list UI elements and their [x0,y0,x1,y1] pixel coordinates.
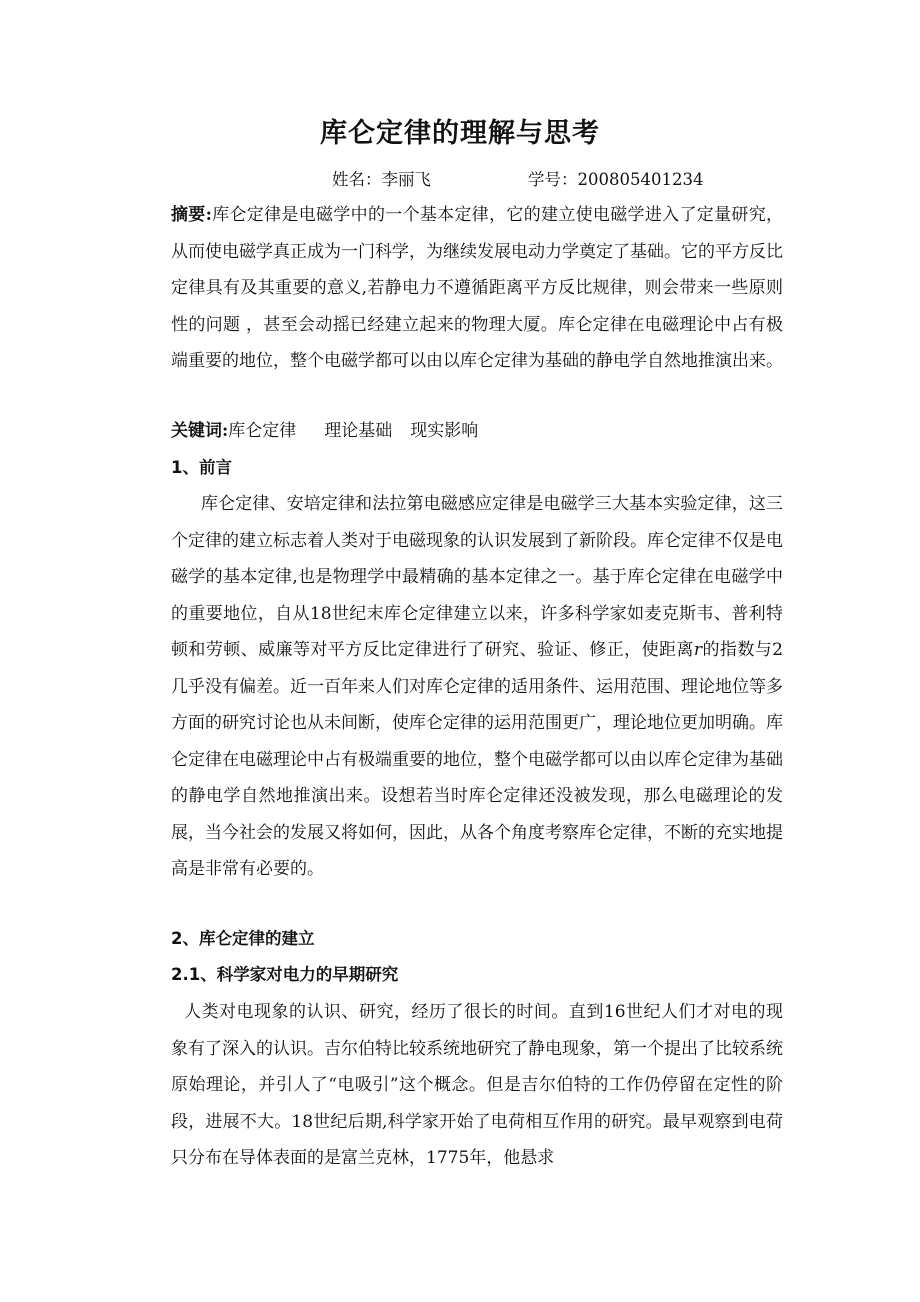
section-2-1-paragraph: 人类对电现象的认识、研究，经历了很长的时间。直到16世纪人们才对电的现象有了深入的认识。吉尔伯特比较系统地研究了静电现象，第一个提出了比较系统原始理论，并引人了“电吸引”这个概念。但是吉尔伯特的工作仍停留在定性的阶段，进展不大。18世纪后期,科学家开始了电荷相互作用的研究。最早观察到电荷只分布在导体表面的是富兰克林，1775年，他悬求 [171,1002,783,1168]
author-name: 李丽飞 [381,170,431,189]
keyword-item: 库仑定律 [228,421,297,441]
variable-r: r [693,640,703,660]
author-info [332,166,431,194]
abstract-text: 库仑定律是电磁学中的一个基本定律，它的建立使电磁学进入了定量研究，从而使电磁学真正成为一门科学，为继续发展电动力学奠定了基础。它的平方反比定律具有及其重要的意义,若静电力不遵循距离平方反比规律，则会带来一些原则性的问题 ，甚至会动摇已经建立起来的物理大厦。库仑定律在电磁理论中占有极端重要的地位，整个电磁学都可以由以库仑定律为基础的静电学自然地推演出来。 [171,205,783,371]
student-id: 200805401234 [577,170,704,189]
keywords-label: 关键词: [171,421,229,441]
keyword-item: 理论基础 [324,421,393,441]
document-title: 库仑定律的理解与思考 [320,118,600,149]
author-line [0,166,920,194]
student-id-info [528,166,703,194]
section-1-text-part1: 库仑定律、安培定律和法拉第电磁感应定律是电磁学三大基本实验定律，这三个定律的建立标志着人类对于电磁现象的认识发展到了新阶段。库仑定律不仅是电磁学的基本定律,也是物理学中最精确的基本定律之一。基于库仑定律在电磁学中的重要地位，自从18世纪末库仑定律建立以来，许多科学家如麦克斯韦、普利特顿和劳顿、威廉等对平方反比定律进行了研究、验证、修正，使距离 [171,494,783,660]
abstract-label: 摘要: [171,205,212,225]
section-1-text-part2: 的指数与2几乎没有偏差。近一百年来人们对库仑定律的适用条件、运用范围、理论地位等多方面的研究讨论也从未间断，使库仑定律的运用范围更广，理论地位更加明确。库仑定律在电磁理论中占有极端重要的地位，整个电磁学都可以由以库仑定律为基础的静电学自然地推演出来。设想若当时库仑定律还没被发现，那么电磁理论的发展，当今社会的发展又将如何，因此，从各个角度考察库仑定律，不断的充实地提高是非常有必要的。 [171,640,783,879]
subsection-2-1-heading: 2.1、科学家对电力的早期研究 [171,965,399,984]
keywords-line [171,413,783,450]
author-label: 姓名： [332,170,382,189]
section-1-paragraph [171,486,783,888]
student-id-label: 学号： [528,170,578,189]
keyword-item: 现实影响 [410,421,479,441]
abstract-paragraph [171,197,783,380]
section-1-heading: 1、前言 [171,458,232,477]
section-2-heading: 2、库仑定律的建立 [171,929,315,948]
